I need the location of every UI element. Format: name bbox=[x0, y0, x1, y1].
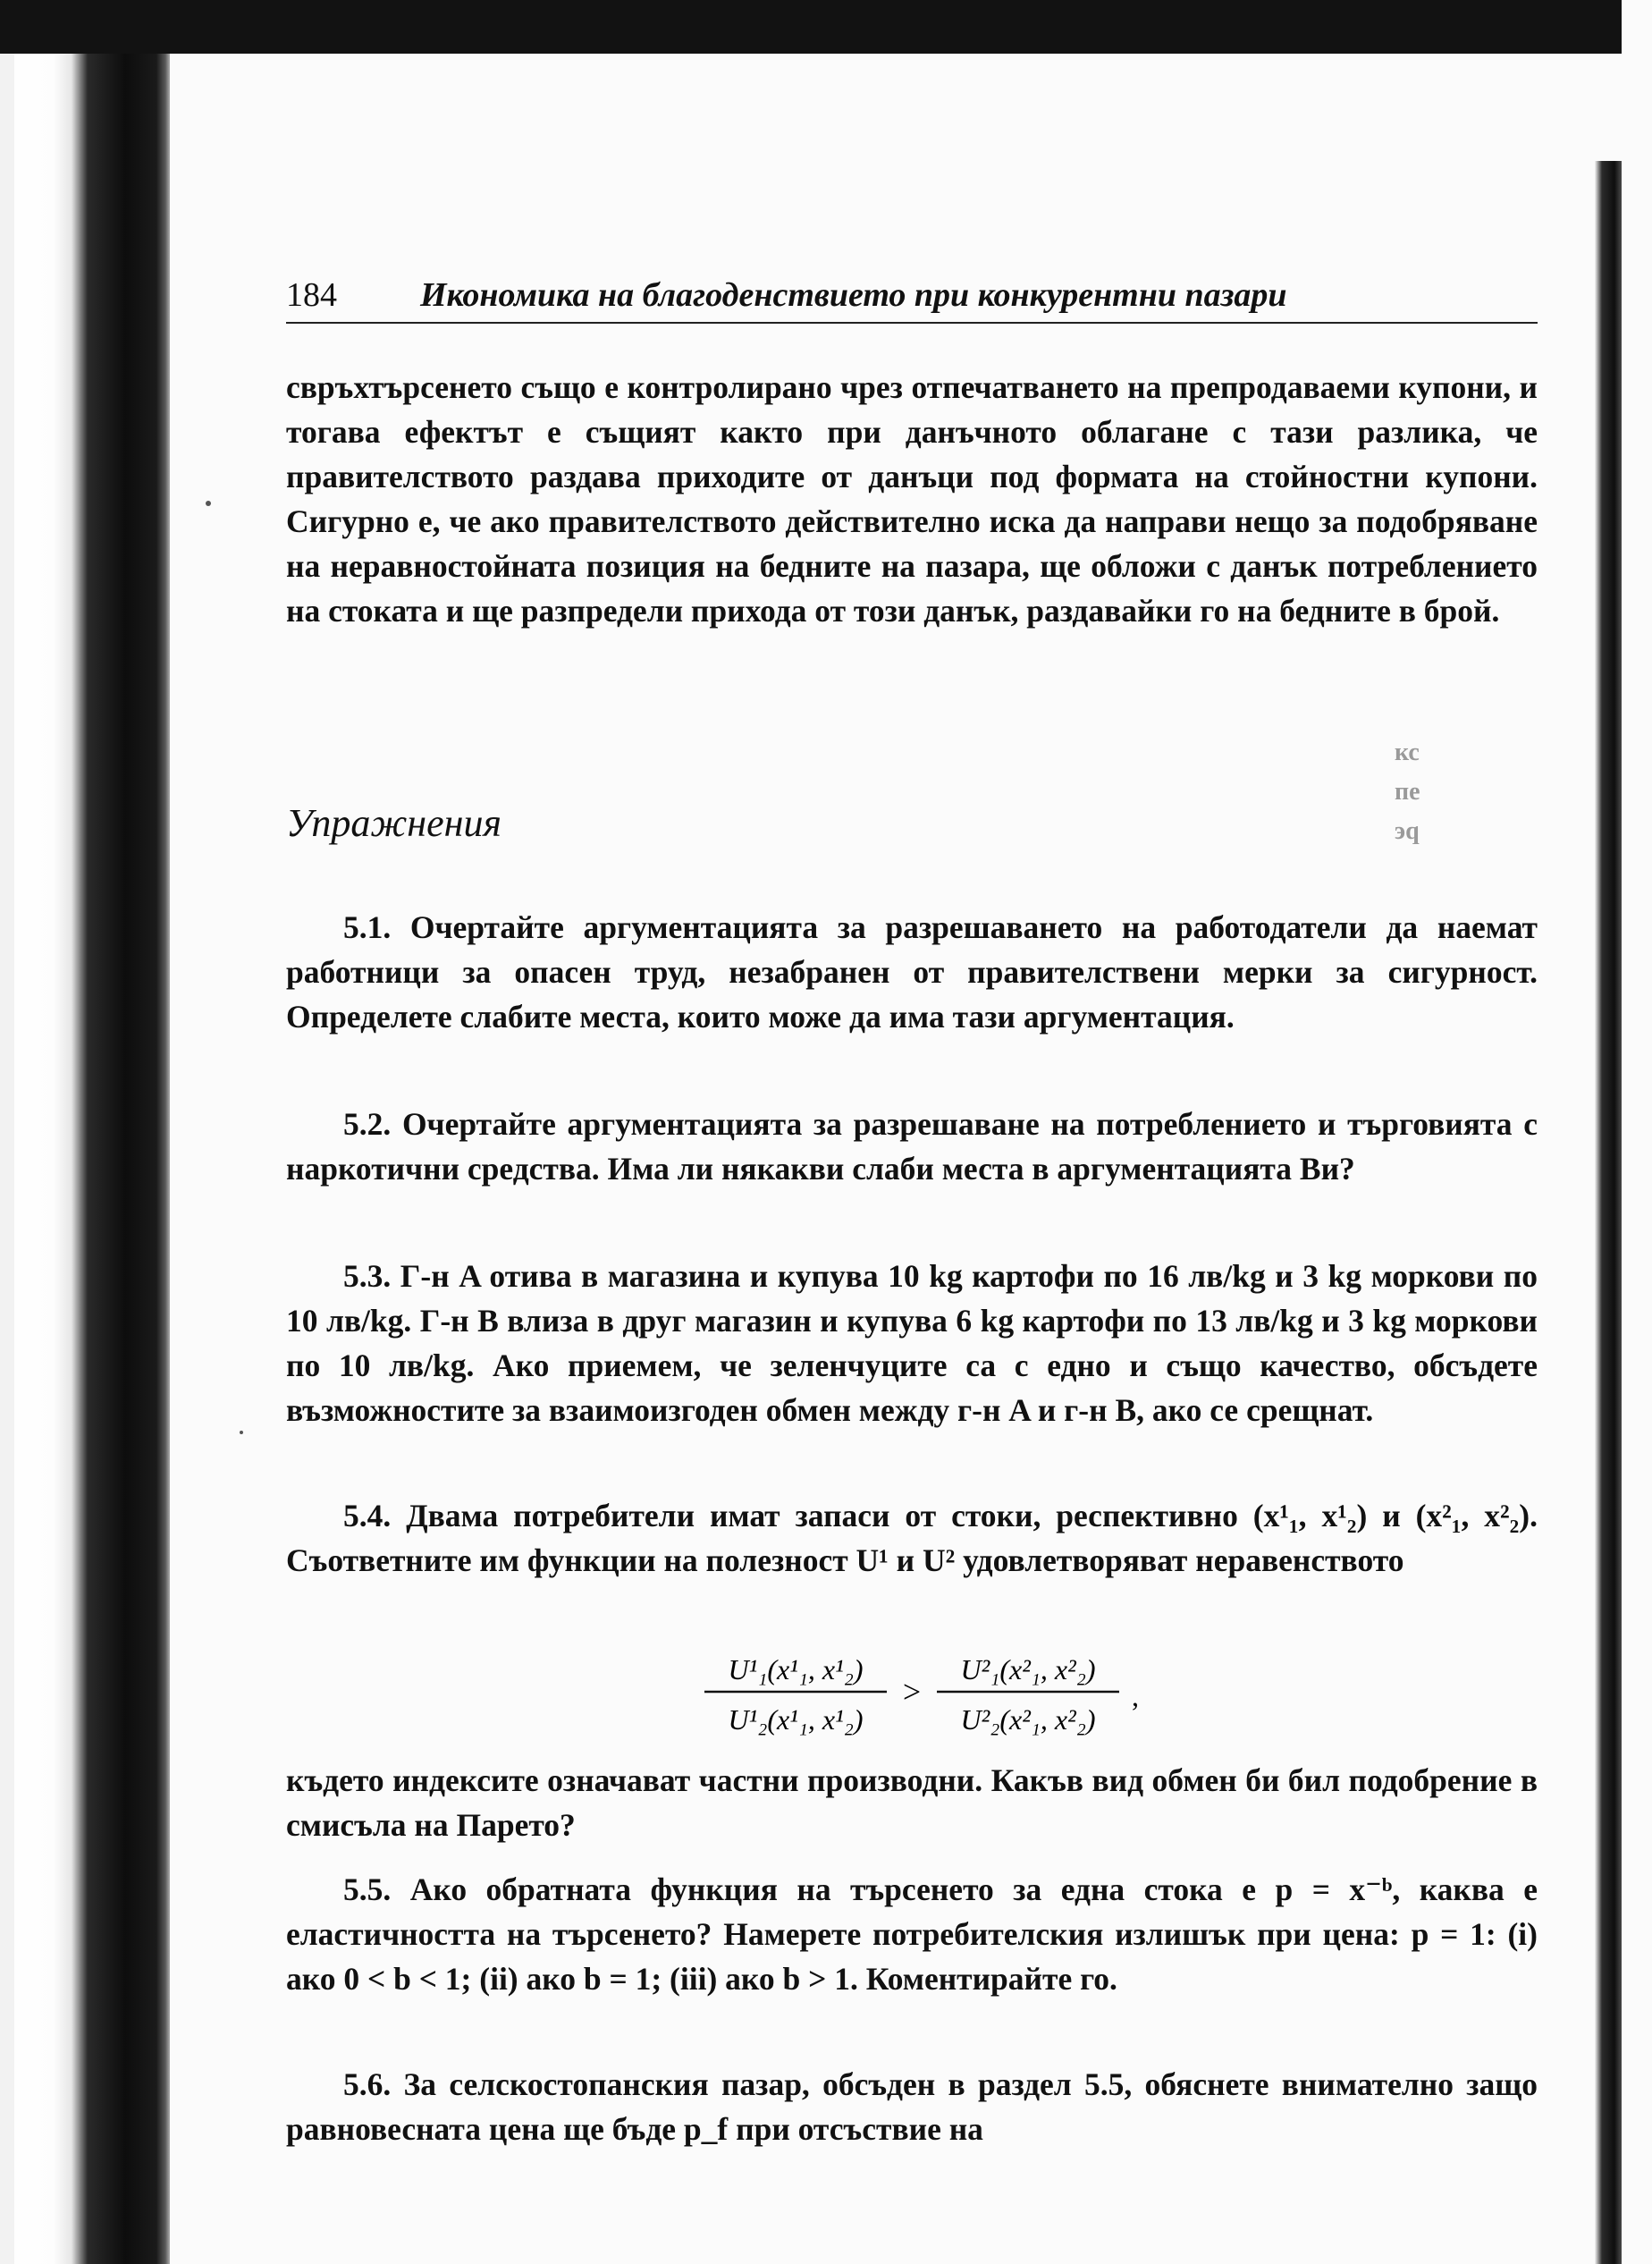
scan-speck bbox=[240, 1431, 243, 1434]
exercise-5-6 bbox=[286, 2062, 1538, 2151]
intro-paragraph: свръхтърсенето също е контролирано чрез отпечатването на препродаваеми купони, и тогава ефектът е същият както при данъчното облагане с тази разлика, че правителството раздава приходите от данъци под формата на стойностни купони. Сигурно е, че ако правителството действително иска да направи нещо за подобряване на неравностойната позиция на бедните на пазара, ще обложи с данък потреблението на стоката и ще разпредели прихода от този данък, раздавайки го на бедните в брой. bbox=[286, 369, 1538, 629]
margin-bleed-text bbox=[1395, 733, 1420, 851]
scan-border-right bbox=[1595, 161, 1622, 2264]
scan-border-left bbox=[0, 54, 170, 2264]
running-title: Икономика на благоденствието при конкурентни пазари bbox=[420, 276, 1287, 314]
exercise-number: 5.5. bbox=[343, 1871, 392, 1907]
exercise-number: 5.3. bbox=[343, 1258, 392, 1294]
formula-trailing-comma: , bbox=[1132, 1680, 1139, 1712]
margin-bleed-line: кс bbox=[1395, 739, 1420, 766]
section-title: Упражнения bbox=[286, 801, 502, 845]
exercise-number: 5.6. bbox=[343, 2066, 392, 2102]
inequality-formula bbox=[697, 1643, 1162, 1742]
exercise-5-4 bbox=[286, 1493, 1538, 1583]
page-number: 184 bbox=[286, 276, 337, 314]
margin-bleed-line: пе bbox=[1395, 778, 1420, 806]
exercise-number: 5.1. bbox=[343, 909, 392, 945]
exercise-number: 5.4. bbox=[343, 1498, 392, 1533]
formula-left-denominator: U¹₂(x¹₁, x¹₂) bbox=[728, 1703, 864, 1736]
exercise-text: Очертайте аргументацията за разрешаването на работодатели да наемат работници за опасен труд, незабранен от правителствени мерки за сигурност. Определете слабите места, които може да има тази аргументация. bbox=[286, 909, 1538, 1035]
exercise-text: За селскостопанския пазар, обсъден в раздел 5.5, обяснете внимателно защо равновесната цена ще бъде p_f при отсъствие на bbox=[286, 2066, 1538, 2147]
exercise-5-5 bbox=[286, 1867, 1538, 2001]
exercise-text: Двама потребители имат запаси от стоки, респективно (x¹₁, x¹₂) и (x²₁, x²₂). Съответните им функции на полезност U¹ и U² удовлетворяват неравенството bbox=[286, 1498, 1538, 1578]
exercise-number: 5.2. bbox=[343, 1106, 392, 1142]
exercise-text: Ако обратната функция на търсенето за една стока е p = x⁻ᵇ, каква е еластичността на търсенето? Намерете потребителския излишък при цена: p = 1: (i) ако 0 < b < 1; (ii) ако b = 1; (iii) ако b > 1. Коментирайте го. bbox=[286, 1871, 1538, 1997]
exercise-5-1 bbox=[286, 905, 1538, 1039]
scan-left-edge bbox=[0, 54, 14, 2264]
page-header bbox=[286, 268, 1538, 324]
scan-border-top bbox=[0, 0, 1622, 54]
margin-bleed-line: эq bbox=[1395, 817, 1420, 845]
exercise-5-4-continued: където индексите означават частни производни. Какъв вид обмен би бил подобрение в смисъла на Парето? bbox=[286, 1762, 1538, 1843]
exercise-5-2 bbox=[286, 1102, 1538, 1191]
formula-operator: > bbox=[902, 1674, 922, 1710]
exercise-text: Очертайте аргументацията за разрешаване на потреблението и търговията с наркотични средства. Има ли някакви слаби места в аргументацията Ви? bbox=[286, 1106, 1538, 1187]
exercise-text: Г-н A отива в магазина и купува 10 kg картофи по 16 лв/kg и 3 kg моркови по 10 лв/kg. Г-н B влиза в друг магазин и купува 6 kg картофи по 13 лв/kg и 3 kg моркови по 10 лв/kg. Ако приемем, че зеленчуците са с едно и също качество, обсъдете възможностите за взаимоизгоден обмен между г-н A и г-н B, ако се срещнат. bbox=[286, 1258, 1538, 1428]
scan-speck bbox=[206, 501, 211, 506]
exercise-5-3 bbox=[286, 1254, 1538, 1432]
formula-right-denominator: U²₂(x²₁, x²₂) bbox=[960, 1703, 1096, 1736]
formula-right-numerator: U²₁(x²₁, x²₂) bbox=[960, 1653, 1096, 1685]
formula-left-numerator: U¹₁(x¹₁, x¹₂) bbox=[728, 1653, 864, 1685]
